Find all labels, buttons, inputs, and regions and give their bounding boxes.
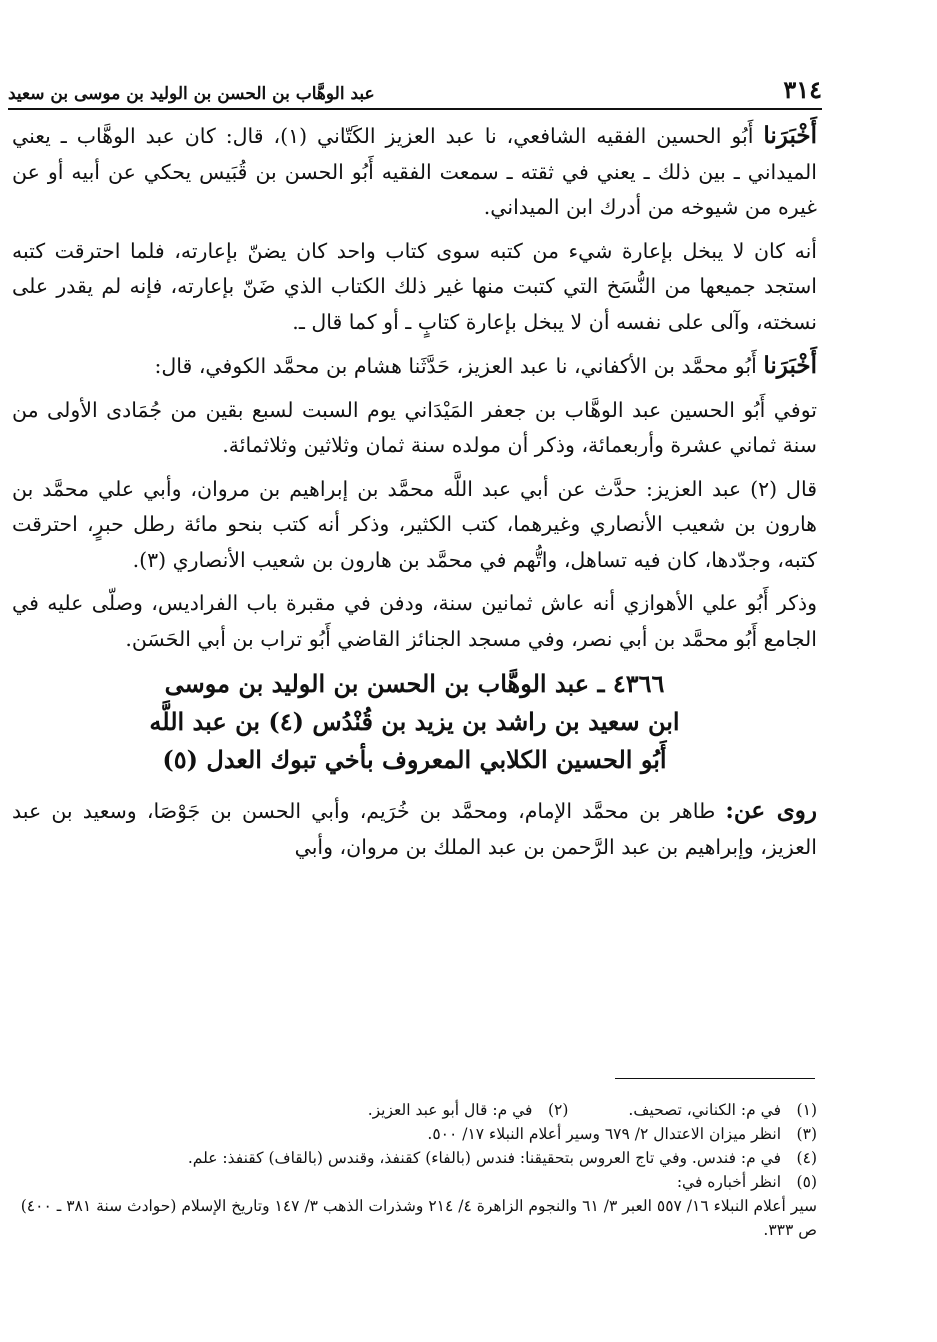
page-number: ٣١٤: [783, 75, 822, 104]
narration-lead: أَخْبَرَنا: [763, 352, 817, 379]
paragraph: [12, 234, 817, 341]
footnote-number: (١): [796, 1101, 817, 1119]
paragraph-text: أَبُو محمَّد بن الأكفاني، نا عبد العزيز، حَدَّثَنا هشام بن محمَّد الكوفي، قال:: [154, 354, 757, 378]
entry-heading: [12, 665, 817, 779]
paragraph: [12, 118, 817, 226]
entry-heading-line: أَبُو الحسين الكلابي المعروف بأخي تبوك العدل (٥): [162, 745, 667, 774]
entry-heading-line: ٤٣٦٦ ـ عبد الوهَّاب بن الحسن بن الوليد بن موسى: [164, 669, 665, 698]
footnote-text: في م: قال أبو عبد العزيز.: [367, 1101, 533, 1119]
footnote-text: انظر ميزان الاعتدال ٢/ ٦٧٩ وسير أعلام النبلاء ١٧/ ٥٠٠.: [427, 1125, 781, 1143]
footnote: [12, 1122, 817, 1146]
paragraph-text: وذكر أَبُو علي الأهوازي أنه عاش ثمانين سنة، ودفن في مقبرة باب الفراديس، وصلّى عليه في الجامع أَبُو محمَّد بن أبي نصر، وفي مسجد الجنائز القاضي أَبُو تراب بن أبي الحَسَن.: [12, 591, 817, 651]
paragraph: [12, 793, 817, 865]
narration-lead: روى عن:: [725, 797, 817, 824]
footnotes: [12, 1098, 817, 1242]
page-header: [8, 70, 822, 110]
footnote: [628, 1098, 817, 1122]
paragraph: [12, 393, 817, 464]
footnote-text: في م: فندس. وفي تاج العروس بتحقيقنا: فندس (بالفاء) كقنفذ، وقندس (بالقاف) كقنفذ: علم.: [187, 1149, 781, 1167]
paragraph-text: طاهر بن محمَّد الإمام، ومحمَّد بن خُرَيم، وأبي الحسن بن جَوْصَا، وسعيد بن عبد العزيز، وإبراهيم بن عبد الرَّحمن بن عبد الملك بن مروان، وأبي: [12, 799, 817, 859]
paragraph-text: قال (٢) عبد العزيز: حدَّث عن أبي عبد اللَّه محمَّد بن إبراهيم بن مروان، وأبي علي محمَّد بن هارون بن شعيب الأنصاري وغيرهما، كتب الكثير، وذكر أنه كتب بنحو مائة رطل حبرٍ، احترقت كتبه، وجدّدها، كان فيه تساهل، واتُّهم في محمَّد بن هارون بن شعيب الأنصاري (٣).: [12, 476, 817, 572]
footnote: [368, 1098, 569, 1122]
main-text: [12, 118, 817, 873]
paragraph: [12, 586, 817, 657]
footnote-number: (٢): [547, 1101, 569, 1119]
footnote-number: (٤): [796, 1149, 817, 1167]
narration-lead: أَخْبَرَنا: [763, 122, 817, 149]
paragraph-text: أنه كان لا يبخل بإعارة شيء من كتبه سوى كتاب واحد كان يضنّ بإعارته، فلما احترقت كتبه استجد جميعها من النُّسَخ التي كتبت منها غير ذلك الكتاب الذي ضَنّ بإعارته، فإنه لم يقدر على نسخته، وآلى على نفسه أن لا يبخل بإعارة كتابٍ ـ أو كما قال ـ.: [12, 238, 817, 334]
paragraph: [12, 472, 817, 579]
footnote-row: [12, 1098, 817, 1122]
footnote-number: (٥): [796, 1173, 817, 1191]
footnote-number: (٣): [796, 1125, 817, 1143]
footnote: [12, 1146, 817, 1170]
footnote-text: في م: الكناني، تصحيف.: [628, 1101, 781, 1119]
paragraph: [12, 348, 817, 385]
footnote-text: انظر أخباره في:: [676, 1173, 781, 1191]
paragraph-text: توفي أَبُو الحسين عبد الوهَّاب بن جعفر المَيْدَاني يوم السبت لسبع بقين من جُمَادى الأولى من سنة ثماني عشرة وأربعمائة، وذكر أن مولده سنة ثمان وثلاثين وثلاثمائة.: [12, 397, 817, 457]
running-title: عبد الوهَّاب بن الحسن بن الوليد بن موسى بن سعيد: [8, 84, 375, 104]
footnote-continuation: سير أعلام النبلاء ١٦/ ٥٥٧ العبر ٣/ ٦١ والنجوم الزاهرة ٤/ ٢١٤ وشذرات الذهب ٣/ ١٤٧ وتاريخ الإسلام (حوادث سنة ٣٨١ ـ ٤٠٠) ص ٣٣٣.: [20, 1197, 817, 1239]
paragraph-text: أَبُو الحسين الفقيه الشافعي، نا عبد العزيز الكَتّاني (١)، قال: كان عبد الوهَّاب ـ يعني الميداني ـ بين ذلك ـ يعني في ثقته ـ سمعت الفقيه أَبُو الحسن بن قُبَيس يحكي عن أبيه أو عن غيره من شيوخه من أدرك ابن الميداني.: [12, 124, 817, 219]
footnote-separator: [615, 1078, 815, 1079]
footnote: [12, 1170, 817, 1194]
entry-heading-line: ابن سعيد بن راشد بن يزيد بن قُنْدُس (٤) بن عبد اللَّه: [149, 707, 680, 736]
